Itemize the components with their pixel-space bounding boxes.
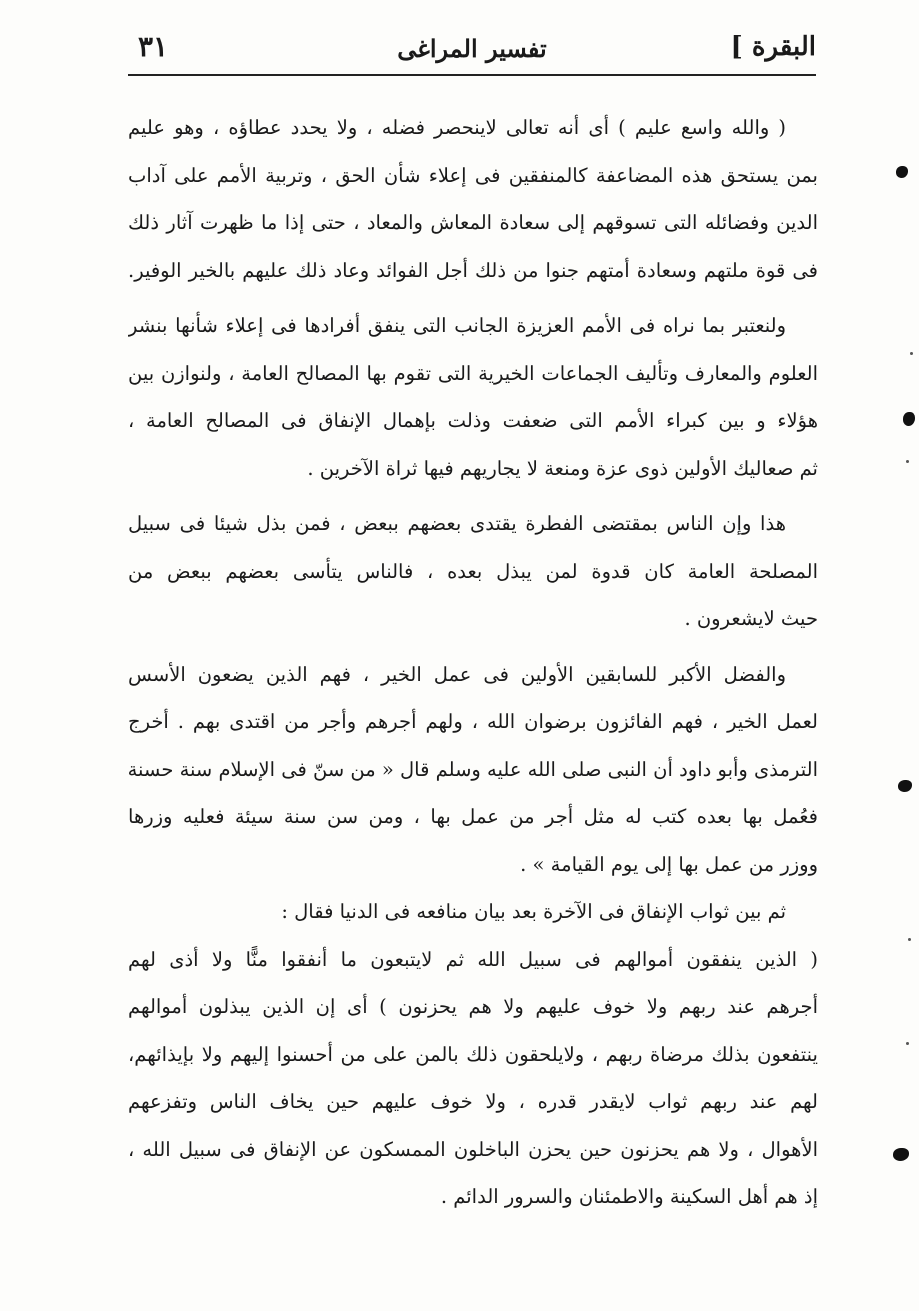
margin-dot (906, 460, 909, 463)
page-body (128, 104, 818, 1221)
text-line: ( والله واسع عليم ) أى أنه تعالى لاينحصر فضله ، ولا يحدد عطاؤه ، وهو عليم (128, 116, 786, 139)
margin-ink-spot (903, 412, 915, 426)
header-rule (128, 74, 816, 76)
text-line: والفضل الأكبر للسابقين الأولين فى عمل الخير ، فهم الذين يضعون الأسس (128, 662, 786, 686)
text-line: ينتفعون بذلك مرضاة ربهم ، ولايلحقون ذلك بالمن على من أحسنوا إليهم ولا بإيذائهم، (128, 1042, 818, 1066)
margin-dot (906, 1042, 909, 1045)
page-header (128, 28, 816, 72)
margin-ink-spot (893, 1148, 909, 1161)
text-line: العلوم والمعارف وتأليف الجماعات الخيرية التى تقوم بها المصالح العامة ، ولنوازن بين (128, 361, 818, 385)
text-line: لهم عند ربهم ثواب لايقدر قدره ، ولا خوف عليهم حين يخاف الناس وتفزعهم (128, 1090, 818, 1113)
text-line: الدين وفضائله التى تسوقهم إلى سعادة المعاش والمعاد ، حتى إذا ما ظهرت آثار ذلك (128, 211, 818, 234)
margin-dot (910, 352, 913, 355)
text-line: ولنعتبر بما نراه فى الأمم العزيزة الجانب التى ينفق أفرادها فى إعلاء شأنها بنشر (128, 314, 786, 337)
book-title: تفسير المراغى (397, 34, 547, 63)
margin-ink-spot (896, 166, 908, 178)
margin-dot (908, 938, 911, 941)
text-line: ثم صعاليك الأولين ذوى عزة ومنعة لا يجاريهم فيها ثراة الآخرين . (307, 456, 818, 480)
page-number: ٣١ (138, 30, 169, 63)
text-line: بمن يستحق هذه المضاعفة كالمنفقين فى إعلاء شأن الحق ، وتربية الأمم على آداب (128, 163, 818, 187)
text-line: الأهوال ، ولا هم يحزنون حين يحزن الباخلون الممسكون عن الإنفاق فى سبيل الله ، (128, 1137, 818, 1161)
margin-ink-spot (898, 780, 912, 792)
text-line: ثم بين ثواب الإنفاق فى الآخرة بعد بيان منافعه فى الدنيا فقال : (281, 900, 786, 923)
text-line: ووزر من عمل بها إلى يوم القيامة » . (520, 852, 818, 876)
sura-name: البقرة ] (730, 32, 816, 62)
text-line: إذ هم أهل السكينة والاطمئنان والسرور الدائم . (440, 1185, 818, 1208)
text-line: فعُمل بها بعده كتب له مثل أجر من عمل بها ، ومن سن سنة سيئة فعليه وزرها (128, 805, 818, 828)
text-line: المصلحة العامة كان قدوة لمن يبذل بعده ، فالناس يتأسى بعضهم ببعض من (128, 559, 818, 583)
text-line: فى قوة ملتهم وسعادة أمتهم جنوا من ذلك أجل الفوائد وعاد ذلك عليهم بالخير الوفير. (128, 258, 818, 282)
text-line: هؤلاء و بين كبراء الأمم التى ضعفت وذلت بإهمال الإنفاق فى المصالح العامة ، (128, 409, 818, 432)
text-line: أجرهم عند ربهم ولا خوف عليهم ولا هم يحزنون ) أى إن الذين يبذلون أموالهم (128, 995, 818, 1018)
text-line: ( الذين ينفقون أموالهم فى سبيل الله ثم لايتبعون ما أنفقوا منًّا ولا أذى لهم (128, 947, 818, 971)
text-line: لعمل الخير ، فهم الفائزون برضوان الله ، ولهم أجرهم وأجر من اقتدى بهم . أخرج (128, 710, 818, 733)
text-line: الترمذى وأبو داود أن النبى صلى الله عليه وسلم قال « من سنّ فى الإسلام سنة حسنة (128, 757, 818, 781)
text-line: حيث لايشعرون . (684, 607, 818, 630)
text-line: هذا وإن الناس بمقتضى الفطرة يقتدى بعضهم ببعض ، فمن بذل شيئا فى سبيل (128, 512, 786, 535)
